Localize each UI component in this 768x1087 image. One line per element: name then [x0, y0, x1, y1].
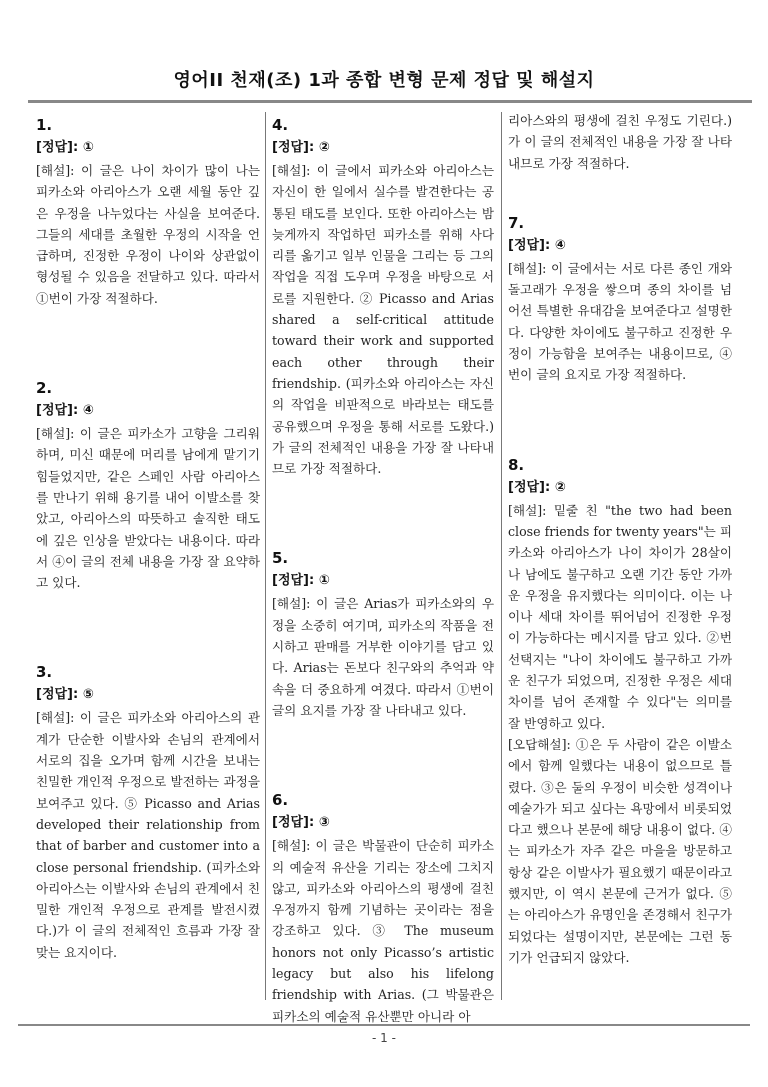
- explanation: [해설]: 이 글은 피카소가 고향을 그리워하며, 미신 때문에 머리를 남에게 맡기기 힘들었지만, 같은 스페인 사람 아리아스를 만나기 위해 용기를 내어 이발소를 찾았고, 아리아스의 따뜻하고 솔직한 태도에 깊은 인상을 받았다는 내용이다. 따라서 ④이 글의 전체 내용을 가장 잘 요약하고 있다.: [36, 426, 260, 591]
- answer-label: [정답]: ①: [36, 140, 94, 155]
- answer-label: [정답]: ④: [36, 403, 94, 419]
- explanation: [해설]: 이 글은 나이 차이가 많이 나는 피카소와 아리아스가 오랜 세월 동안 깊은 우정을 나누었다는 사실을 보여준다. 그들의 세대를 초월한 우정의 시작을 언급하며, 진정한 우정이 나이와 상관없이 형성될 수 있음을 전달하고 있다. 따라서 ①번이 가장 적절하다.: [36, 163, 260, 306]
- question-number: 1.: [36, 116, 53, 134]
- question-number: 8.: [508, 455, 525, 474]
- answer-label: [정답]: ②: [508, 479, 566, 495]
- column-2: [272, 110, 494, 1027]
- question-number: 6.: [272, 791, 289, 810]
- question-number: 2.: [36, 379, 53, 398]
- explanation: [해설]: 이 글에서는 서로 다른 종인 개와 돌고래가 우정을 쌓으며 종의 차이를 넘어선 특별한 유대감을 보여준다고 설명한다. 다양한 차이에도 불구하고 진정한 우정이 가능함을 보여주는 내용이므로, ④번이 글의 요지로 가장 적절하다.: [508, 260, 732, 383]
- wrong-answer-explanation: [오답해설]: ①은 두 사람이 같은 이발소에서 함께 일했다는 내용이 없으므로 틀렸다. ③은 둘의 우정이 비슷한 성격이나 예술가가 되고 싶다는 욕망에서 비롯되었다고 했으나 본문에 해당 내용이 없다. ④는 피카소가 자주 같은 마을을 방문하고 항상 같은 이발사가 필요했기 때문이라고 했지만, 이 역시 본문에 근거가 없다. ⑤는 아리아스가 유명인을 존경해서 친구가 되었다는 설명이지만, 본문에는 그런 동기가 언급되지 않았다.: [508, 736, 732, 965]
- question-number: 4.: [272, 116, 289, 134]
- question-5: [272, 549, 494, 721]
- title-divider: [28, 100, 752, 103]
- explanation: [해설]: 이 글에서 피카소와 아리아스는 자신이 한 일에서 실수를 발견한다는 공통된 태도를 보인다. 또한 아리아스는 밤늦게까지 작업하던 피카소를 위해 사다리를 옮기고 일부 인물을 그리는 등 그의 작업을 직접 도우며 우정을 바탕으로 서로를 지원한다. ② Picasso and Arias shared a self-critical attitude toward their work and supported each other through their friendship. (피카소와 아리아스는 자신의 작업을 비판적으로 바라보는 태도를 공유했으며 우정을 통해 서로를 도왔다.)가 글의 전체적인 내용을 가장 잘 나타내므로 가장 적절하다.: [272, 163, 494, 477]
- question-number: 5.: [272, 549, 289, 568]
- explanation: [해설]: 이 글은 박물관이 단순히 피카소의 예술적 유산을 기리는 장소에 그치지 않고, 피카소와 아리아스의 평생에 걸친 우정까지 함께 기념하는 곳이라는 점을 강조하고 있다. ③ The museum honors not only Picasso’s artistic legacy but also his lifelong friendship with Arias. (그 박물관은 피카소의 예술적 유산뿐만 아니라 아: [272, 838, 494, 1024]
- footer-divider: [18, 1024, 750, 1026]
- explanation: [해설]: 이 글은 Arias가 피카소와의 우정을 소중히 여기며, 피카소의 작품을 전시하고 판매를 거부한 이야기를 담고 있다. Arias는 돈보다 친구와의 추억과 약속을 더 중요하게 여겼다. 따라서 ①번이 글의 요지를 가장 잘 나타내고 있다.: [272, 596, 494, 718]
- answer-label: [정답]: ②: [272, 140, 330, 155]
- page-title: 영어II 천재(조) 1과 종합 변형 문제 정답 및 해설지: [173, 70, 595, 91]
- explanation: [해설]: 이 글은 피카소와 아리아스의 관계가 단순한 이발사와 손님의 관계에서 서로의 집을 오가며 함께 시간을 보내는 친밀한 개인적 우정으로 발전하는 과정을 보여주고 있다. ⑤ Picasso and Arias developed their relationship from that of barber and customer into a close personal friendship. (피카소와 아리아스는 이발사와 손님의 관계에서 친밀한 개인적 우정으로 관계를 발전시켰다.)가 이 글의 전체적인 흐름과 가장 잘 맞는 요지이다.: [36, 710, 260, 960]
- question-8: [508, 456, 732, 969]
- question-2: [36, 379, 260, 593]
- column-3: [508, 110, 732, 968]
- question-7: [508, 214, 732, 386]
- explanation: [해설]: 밑줄 친 "the two had been close friends for twenty years"는 피카소와 아리아스가 나이 차이가 28살이나 남에도 불구하고 오랜 기간 동안 가까운 우정을 유지했다는 의미이다. 이는 나이나 세대 차이를 뛰어넘어 진정한 우정이 가능하다는 메시지를 담고 있다. ②번 선택지는 "나이 차이에도 불구하고 가까운 친구가 되었으며, 진정한 우정은 세대 차이를 넘어 존재할 수 있다"는 의미를 잘 반영하고 있다.: [508, 502, 732, 731]
- answer-label: [정답]: ④: [508, 237, 566, 253]
- question-number: 3.: [36, 663, 53, 682]
- question-4: [272, 116, 494, 479]
- answer-label: [정답]: ①: [272, 573, 330, 589]
- column-divider: [265, 112, 266, 1000]
- explanation-continued: 리아스와의 평생에 걸친 우정도 기린다.)가 이 글의 전체적인 내용을 가장 잘 나타내므로 가장 적절하다.: [508, 113, 732, 171]
- answer-label: [정답]: ⑤: [36, 687, 94, 703]
- question-3: [36, 663, 260, 963]
- column-1: [36, 110, 260, 1033]
- question-6: [272, 791, 494, 1027]
- page-number: - 1 -: [372, 1031, 396, 1045]
- question-1: [36, 116, 260, 309]
- column-divider: [501, 112, 502, 1000]
- answer-label: [정답]: ③: [272, 815, 330, 831]
- question-number: 7.: [508, 213, 525, 232]
